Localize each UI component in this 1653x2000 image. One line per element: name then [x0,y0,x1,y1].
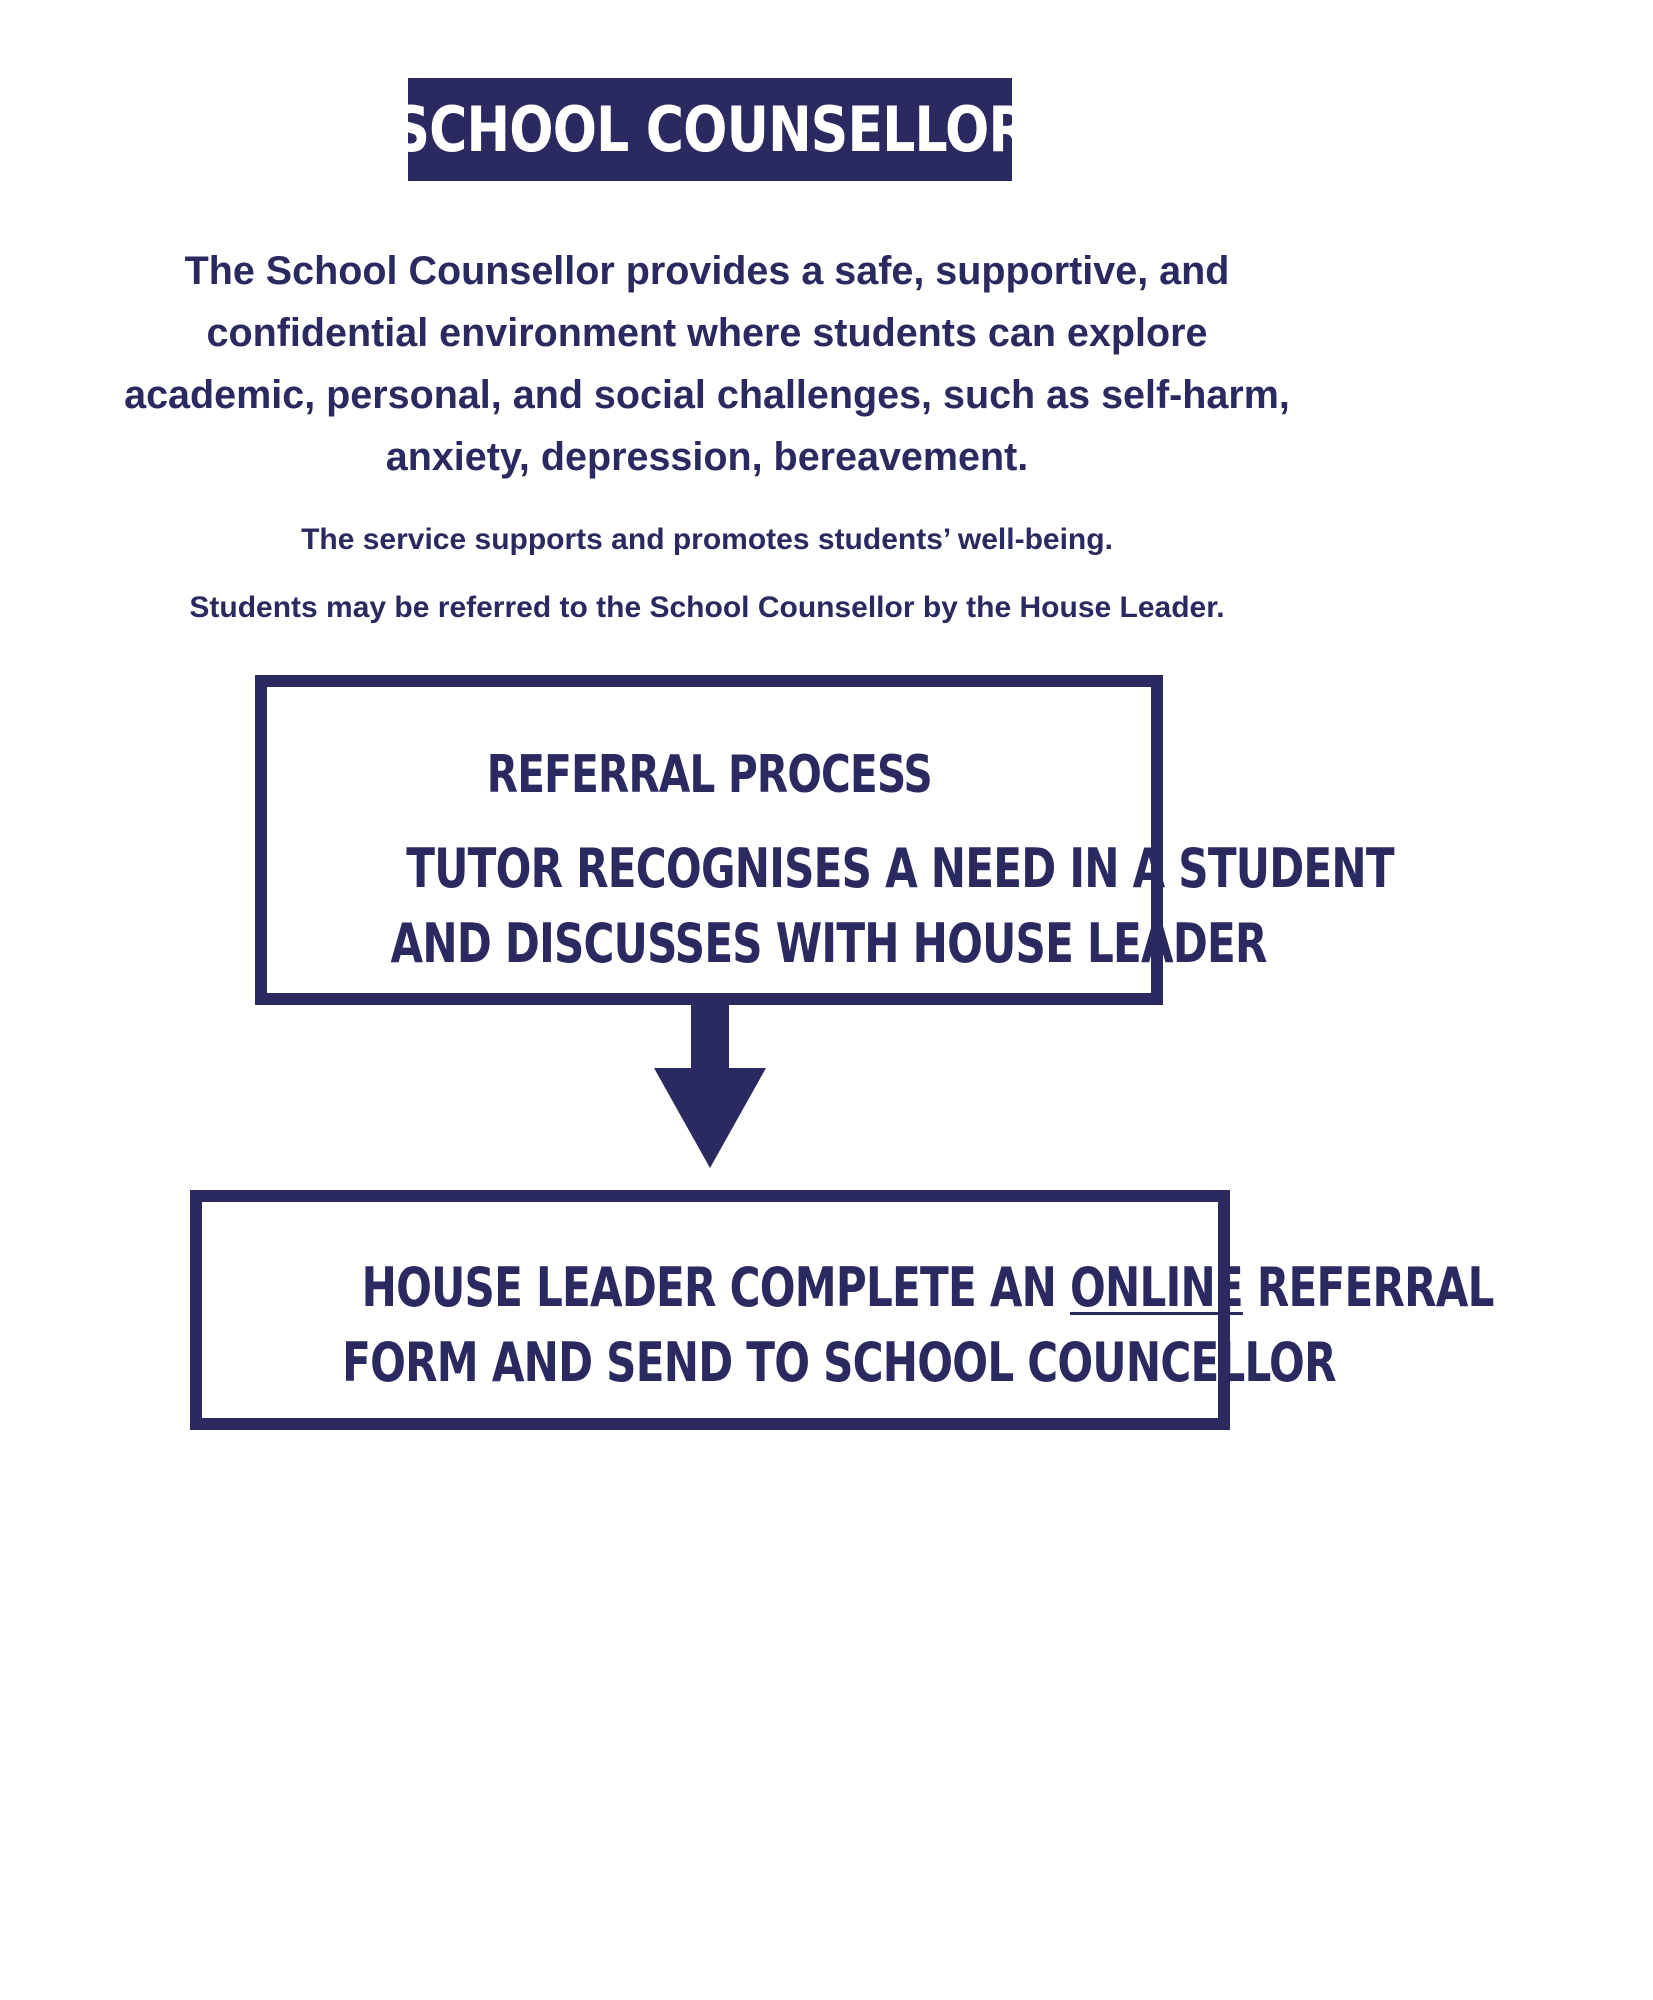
referral-process-heading-row [267,745,1151,805]
referral-step-line-1: TUTOR RECOGNISES A NEED IN A STUDENT [406,837,1394,900]
referral-note: Students may be referred to the School Counsellor by the House Leader. [189,591,1225,624]
referral-step-line-2-row [267,912,1267,975]
referral-step-line-2: AND DISCUSSES WITH HOUSE LEADER [390,912,1267,975]
online-referral-line-1 [361,1256,1494,1319]
online-referral-line-2: FORM AND SEND TO SCHOOL COUNCELLOR [342,1331,1336,1394]
intro-line: anxiety, depression, bereavement. [385,435,1029,479]
down-arrow-icon [654,1000,766,1168]
referral-process-box [255,675,1394,1005]
wellbeing-note: The service supports and promotes students’ well-being. [301,523,1113,556]
online-referral-text-before: HOUSE LEADER COMPLETE AN [361,1256,1071,1319]
intro-line: confidential environment where students can explore [206,311,1208,355]
intro-paragraph [60,240,1354,488]
online-referral-text-after: REFERRAL [1242,1256,1494,1319]
referral-process-heading: REFERRAL PROCESS [486,745,932,805]
page-title: SCHOOL COUNSELLOR [392,92,1028,166]
online-referral-line-2-row [202,1331,1336,1394]
title-banner [392,78,1028,181]
intro-line: The School Counsellor provides a safe, supportive, and [184,249,1230,293]
arrow-head [654,1068,766,1168]
arrow-shaft [691,1000,729,1072]
referral-step-line-1-row [267,837,1394,900]
intro-line: academic, personal, and social challenges, such as self-harm, [124,373,1290,417]
online-referral-link[interactable]: ONLINE [1070,1256,1243,1319]
online-referral-line-1-row [202,1256,1494,1319]
online-referral-box [190,1190,1494,1430]
